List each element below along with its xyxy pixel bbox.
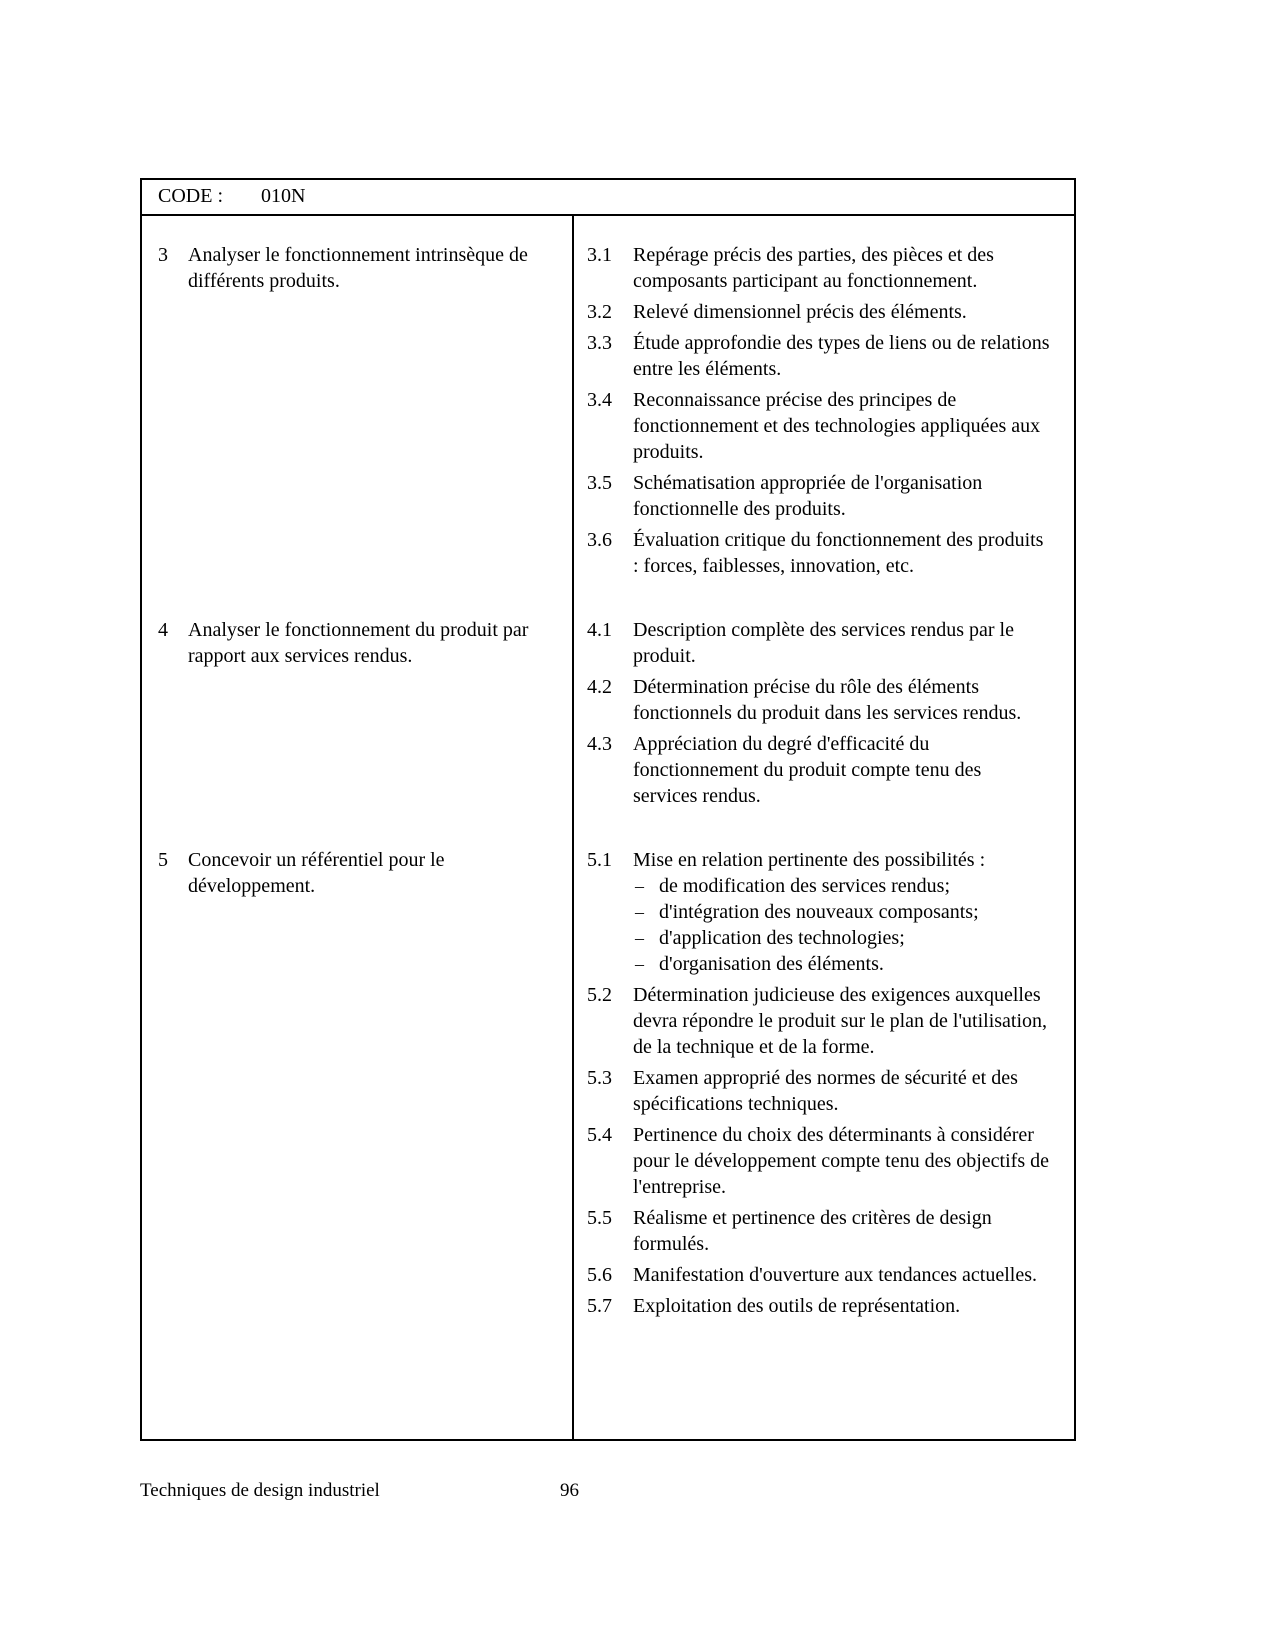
criterion-number: 3.4 [587, 389, 612, 411]
dash-icon: – [635, 902, 644, 922]
criterion-body [633, 674, 1050, 726]
criterion-body [633, 617, 1050, 669]
criterion-body [633, 1122, 1050, 1200]
objective-text: Analyser le fonctionnement intrinsèque de différents produits. [188, 244, 528, 292]
bullet-text: d'application des technologies; [659, 927, 905, 949]
objective-cell [142, 242, 572, 294]
section-row [142, 242, 1074, 579]
criterion-body [633, 470, 1050, 522]
objective-number: 4 [158, 619, 168, 641]
table-body [142, 216, 1074, 1439]
criterion-body [633, 387, 1050, 465]
criterion-number: 3.2 [587, 301, 612, 323]
criterion-number: 5.3 [587, 1067, 612, 1089]
criterion-number: 4.2 [587, 676, 612, 698]
criterion-body [633, 299, 1050, 325]
criterion-text: Appréciation du degré d'efficacité du fonctionnement du produit compte tenu des services rendus. [633, 733, 982, 807]
code-label: CODE : [158, 185, 223, 207]
criterion-body [633, 527, 1050, 579]
criterion-text: Exploitation des outils de représentation. [633, 1295, 961, 1317]
objective-number: 5 [158, 849, 168, 871]
section-row [142, 847, 1074, 1319]
criterion-body [633, 242, 1050, 294]
criterion-text: Détermination précise du rôle des éléments fonctionnels du produit dans les services rendus. [633, 676, 1022, 724]
criterion [587, 982, 1050, 1060]
objective-text: Concevoir un référentiel pour le développement. [188, 849, 445, 897]
criterion-body [633, 330, 1050, 382]
dash-icon: – [635, 954, 644, 974]
criterion [587, 731, 1050, 809]
criterion-number: 3.3 [587, 332, 612, 354]
criterion-number: 5.2 [587, 984, 612, 1006]
objective-cell [142, 847, 572, 899]
dash-icon: – [635, 876, 644, 896]
criterion [587, 1205, 1050, 1257]
objective-number: 3 [158, 244, 168, 266]
bullet-item [633, 899, 1050, 925]
criterion [587, 1065, 1050, 1117]
section-row [142, 617, 1074, 809]
criterion-number: 5.6 [587, 1264, 612, 1286]
criterion-text: Manifestation d'ouverture aux tendances actuelles. [633, 1264, 1038, 1286]
criterion [587, 617, 1050, 669]
criterion-body [633, 1205, 1050, 1257]
criterion-text: Schématisation appropriée de l'organisation fonctionnelle des produits. [633, 472, 983, 520]
criterion-number: 5.4 [587, 1124, 612, 1146]
objective-cell [142, 617, 572, 669]
dash-icon: – [635, 928, 644, 948]
criterion-number: 3.1 [587, 244, 612, 266]
criterion-text: Reconnaissance précise des principes de fonctionnement et des technologies appliquées aux produits. [633, 389, 1041, 463]
bullet-item [633, 951, 1050, 977]
criterion-text: Relevé dimensionnel précis des éléments. [633, 301, 967, 323]
criterion-text: Évaluation critique du fonctionnement des produits : forces, faiblesses, innovation, etc. [633, 529, 1044, 577]
criterion [587, 1262, 1050, 1288]
criterion-body [633, 731, 1050, 809]
criterion [587, 847, 1050, 977]
table-header [142, 180, 1074, 216]
criterion-body [633, 847, 1050, 977]
criterion-body [633, 1262, 1050, 1288]
criterion-body [633, 982, 1050, 1060]
bullet-item [633, 873, 1050, 899]
criterion [587, 330, 1050, 382]
criterion-text: Description complète des services rendus par le produit. [633, 619, 1014, 667]
criterion-text: Détermination judicieuse des exigences auxquelles devra répondre le produit sur le plan de l'utilisation, de la technique et de la forme. [633, 984, 1048, 1058]
criterion-number: 4.3 [587, 733, 612, 755]
criterion-body [633, 1293, 1050, 1319]
bullet-item [633, 925, 1050, 951]
criterion-text: Repérage précis des parties, des pièces et des composants participant au fonctionnement. [633, 244, 994, 292]
criterion-text: Étude approfondie des types de liens ou de relations entre les éléments. [633, 332, 1050, 380]
objective-text: Analyser le fonctionnement du produit par rapport aux services rendus. [188, 619, 529, 667]
criteria-cell [572, 847, 1074, 1319]
bullet-text: d'intégration des nouveaux composants; [659, 901, 979, 923]
competency-table [140, 178, 1076, 1441]
document-title: Techniques de design industriel [140, 1480, 380, 1501]
criterion [587, 299, 1050, 325]
criterion-number: 3.5 [587, 472, 612, 494]
bullet-text: d'organisation des éléments. [659, 953, 884, 975]
criterion-text: Pertinence du choix des déterminants à considérer pour le développement compte tenu des objectifs de l'entreprise. [633, 1124, 1049, 1198]
criteria-cell [572, 242, 1074, 579]
criterion-body [633, 1065, 1050, 1117]
criterion [587, 1293, 1050, 1319]
criterion-number: 5.5 [587, 1207, 612, 1229]
criterion-number: 3.6 [587, 529, 612, 551]
criterion [587, 242, 1050, 294]
bullet-text: de modification des services rendus; [659, 875, 951, 897]
criterion-text: Examen approprié des normes de sécurité et des spécifications techniques. [633, 1067, 1018, 1115]
criterion-text: Mise en relation pertinente des possibilités : [633, 849, 986, 871]
criterion-number: 5.1 [587, 849, 612, 871]
column-divider [572, 216, 574, 1439]
page-number: 96 [560, 1480, 579, 1501]
criterion [587, 674, 1050, 726]
criteria-cell [572, 617, 1074, 809]
criterion-number: 5.7 [587, 1295, 612, 1317]
criterion [587, 387, 1050, 465]
criterion [587, 1122, 1050, 1200]
criterion-text: Réalisme et pertinence des critères de design formulés. [633, 1207, 992, 1255]
criterion [587, 470, 1050, 522]
code-value: 010N [261, 185, 306, 207]
criterion-number: 4.1 [587, 619, 612, 641]
criterion [587, 527, 1050, 579]
